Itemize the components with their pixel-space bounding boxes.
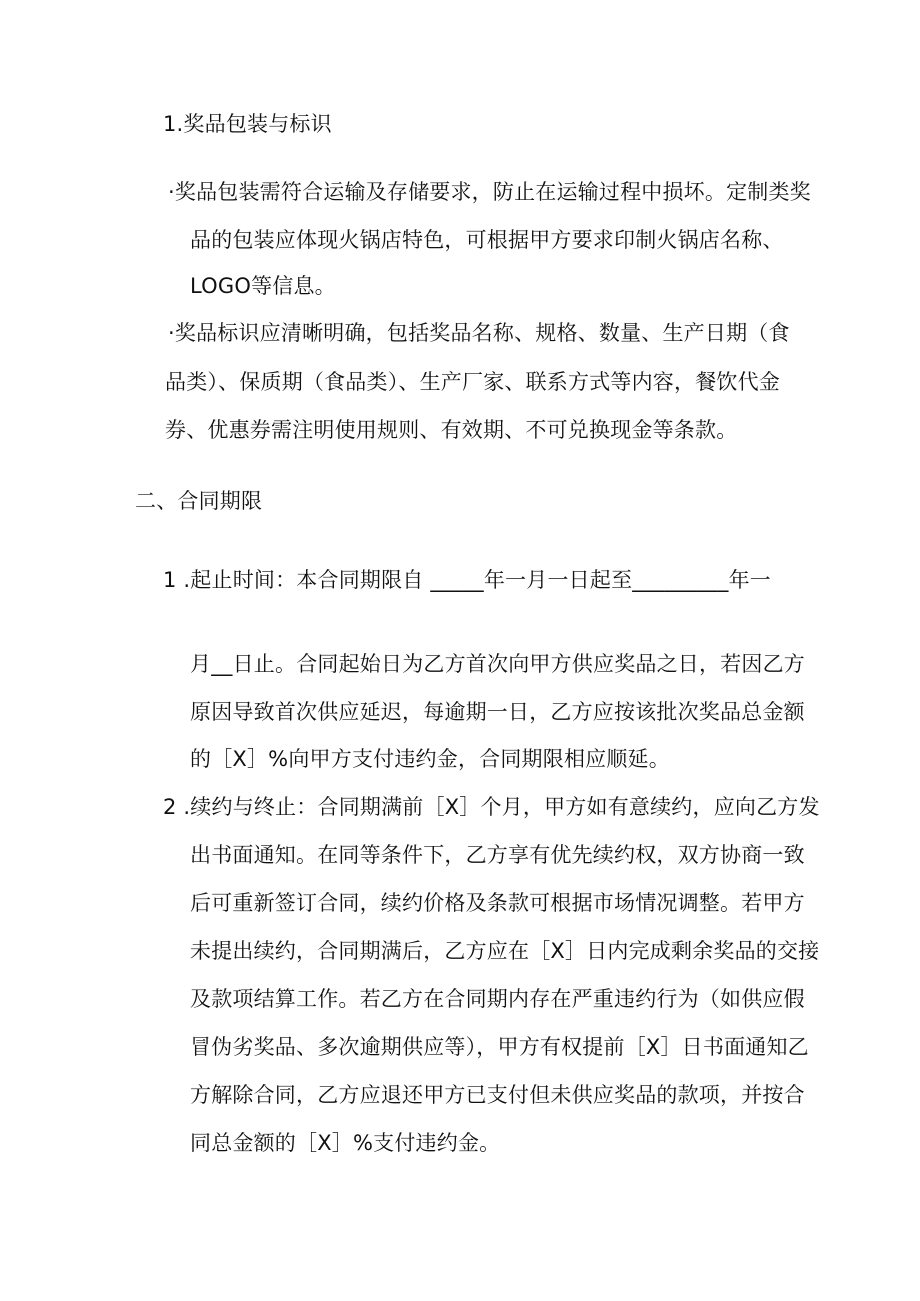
clause-1-line-4: 的［X］%向甲方支付违约金，合同期限相应顺延。 [190, 747, 670, 771]
clause-2-line-2: 出书面通知。在同等条件下，乙方享有优先续约权，双方协商一致 [190, 843, 805, 867]
clause-2-line-1: 2 .续约与终止：合同期满前［X］个月，甲方如有意续约，应向乙方发 [163, 795, 820, 819]
clause-1-line-3: 原因导致首次供应延迟，每逾期一日，乙方应按该批次奖品总金额 [190, 700, 805, 724]
bullet-packaging-line-2: 品的包装应体现火锅店特色，可根据甲方要求印制火锅店名称、 [190, 228, 784, 252]
clause-2-line-8: 同总金额的［X］%支付违约金。 [190, 1131, 501, 1155]
bullet-label-line-1: ·奖品标识应清晰明确，包括奖品名称、规格、数量、生产日期（食 [168, 321, 790, 345]
clause-2-line-6: 冒伪劣奖品、多次逾期供应等），甲方有权提前［X］日书面通知乙 [190, 1035, 809, 1059]
clause-1-line-1: 1 .起止时间：本合同期限自 _____年一月一日起至_________年一 [163, 568, 771, 592]
section-heading-term: 二、合同期限 [135, 489, 263, 513]
bullet-packaging-line-1: ·奖品包装需符合运输及存储要求，防止在运输过程中损坏。定制类奖 [168, 180, 811, 204]
clause-2-line-3: 后可重新签订合同，续约价格及条款可根据市场情况调整。若甲方 [190, 891, 805, 915]
bullet-label-line-3: 券、优惠券需注明使用规则、有效期、不可兑换现金等条款。 [165, 418, 738, 442]
bullet-packaging-line-3: LOGO等信息。 [190, 274, 336, 298]
clause-2-line-7: 方解除合同，乙方应退还甲方已支付但未供应奖品的款项，并按合 [190, 1083, 805, 1107]
clause-2-line-4: 未提出续约，合同期满后，乙方应在［X］日内完成剩余奖品的交接 [190, 939, 820, 963]
clause-1-line-2: 月__日止。合同起始日为乙方首次向甲方供应奖品之日，若因乙方 [190, 652, 805, 676]
clause-2-line-5: 及款项结算工作。若乙方在合同期内存在严重违约行为（如供应假 [190, 987, 805, 1011]
section-heading-packaging: 1.奖品包装与标识 [163, 112, 332, 136]
bullet-label-line-2: 品类）、保质期（食品类）、生产厂家、联系方式等内容，餐饮代金 [165, 370, 780, 394]
